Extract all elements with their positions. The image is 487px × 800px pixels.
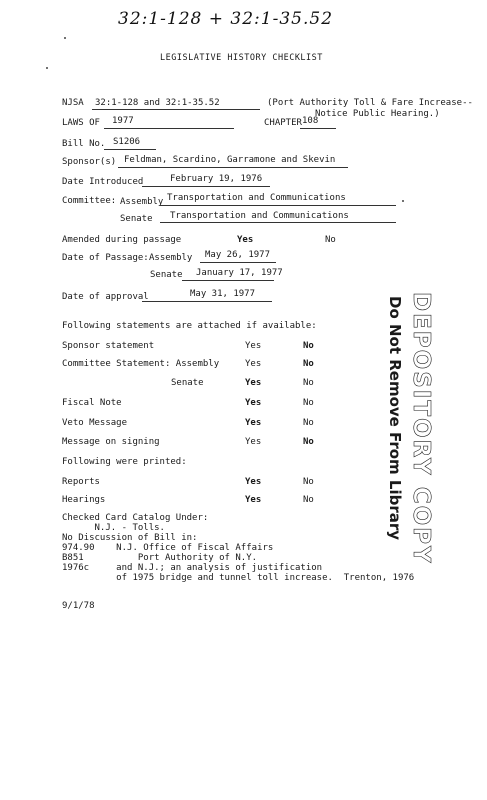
stamp-line1: DEPOSITORY COPY xyxy=(408,292,434,565)
chapter-label: CHAPTER xyxy=(264,118,302,128)
attached-row-yes: Yes xyxy=(245,359,262,369)
notes-line: 1976c and N.J.; an analysis of justification xyxy=(62,563,323,573)
sponsors-value: Feldman, Scardino, Garramone and Skevin xyxy=(124,155,336,165)
passage-senate-label: Senate xyxy=(150,270,183,280)
committee-senate-underline xyxy=(160,222,396,223)
date-of-approval-value: May 31, 1977 xyxy=(190,289,256,299)
date-introduced-label: Date Introduced xyxy=(62,177,144,187)
notes-line: 974.90 N.J. Office of Fiscal Affairs xyxy=(62,543,274,553)
committee-senate-value: Transportation and Communications xyxy=(170,211,349,221)
attached-row-yes: Yes xyxy=(245,378,262,388)
notes-line: Checked Card Catalog Under: xyxy=(62,513,209,523)
committee-senate-label: Senate xyxy=(120,214,153,224)
date-of-approval-underline xyxy=(142,301,272,302)
passage-assembly-value: May 26, 1977 xyxy=(205,250,271,260)
amended-no: No xyxy=(325,235,336,245)
page-title: LEGISLATIVE HISTORY CHECKLIST xyxy=(160,53,323,63)
printed-row-yes: Yes xyxy=(245,495,262,505)
printed-row-label: Reports xyxy=(62,477,100,487)
sponsors-label: Sponsor(s) xyxy=(62,157,117,167)
scan-speck xyxy=(46,67,48,69)
passage-assembly-label: Assembly xyxy=(149,253,193,263)
attached-row-label: Message on signing xyxy=(62,437,160,447)
date-of-passage-label: Date of Passage: xyxy=(62,253,149,263)
attached-heading: Following statements are attached if available: xyxy=(62,321,317,331)
attached-row-no: No xyxy=(303,437,314,447)
attached-row-no: No xyxy=(303,341,314,351)
njsa-label: NJSA xyxy=(62,98,84,108)
depository-stamp xyxy=(409,292,432,565)
date-of-approval-label: Date of approval xyxy=(62,292,149,302)
attached-row-label: Sponsor statement xyxy=(62,341,155,351)
amended-yes: Yes xyxy=(237,235,254,245)
passage-assembly-underline xyxy=(200,262,276,263)
njsa-value: 32:1-128 and 32:1-35.52 xyxy=(95,98,220,108)
attached-row-no: No xyxy=(303,418,314,428)
attached-row-yes: Yes xyxy=(245,398,262,408)
amended-label: Amended during passage xyxy=(62,235,182,245)
attached-row-label: Fiscal Note xyxy=(62,398,122,408)
attached-row-label: Veto Message xyxy=(62,418,128,428)
passage-senate-value: January 17, 1977 xyxy=(196,268,283,278)
printed-row-no: No xyxy=(303,477,314,487)
scan-speck xyxy=(64,37,66,39)
committee-label: Committee: xyxy=(62,196,117,206)
laws-of-underline xyxy=(104,128,234,129)
notes-line: N.J. - Tolls. xyxy=(62,523,165,533)
njsa-note-line2: Notice Public Hearing.) xyxy=(315,109,440,119)
attached-row-no: No xyxy=(303,378,314,388)
committee-assembly-label: Assembly xyxy=(120,197,164,207)
attached-row-no: No xyxy=(303,359,314,369)
notes-line: B851 Port Authority of N.Y. xyxy=(62,553,258,563)
chapter-value: 108 xyxy=(302,116,319,126)
passage-senate-underline xyxy=(182,280,274,281)
committee-assembly-value: Transportation and Communications xyxy=(167,193,346,203)
printed-row-label: Hearings xyxy=(62,495,106,505)
sponsors-underline xyxy=(118,167,348,168)
attached-row-label: Committee Statement: Assembly xyxy=(62,359,220,369)
notes-line: of 1975 bridge and tunnel toll increase. Trenton, 1976 xyxy=(62,573,415,583)
attached-row-yes: Yes xyxy=(245,341,262,351)
bill-no-label: Bill No. xyxy=(62,139,106,149)
njsa-note-line1: (Port Authority Toll & Fare Increase-- xyxy=(267,98,473,108)
laws-of-value: 1977 xyxy=(112,116,134,126)
laws-of-label: LAWS OF xyxy=(62,118,100,128)
footer-date: 9/1/78 xyxy=(62,601,95,611)
bill-no-value: S1206 xyxy=(113,137,141,147)
njsa-underline xyxy=(92,109,260,110)
notes-line: No Discussion of Bill in: xyxy=(62,533,198,543)
bill-no-underline xyxy=(104,149,156,150)
printed-row-yes: Yes xyxy=(245,477,262,487)
scan-speck xyxy=(402,200,404,202)
committee-assembly-underline xyxy=(160,205,396,206)
printed-heading: Following were printed: xyxy=(62,457,187,467)
printed-row-no: No xyxy=(303,495,314,505)
date-introduced-value: February 19, 1976 xyxy=(170,174,263,184)
attached-row-label: Senate xyxy=(171,378,204,388)
attached-row-no: No xyxy=(303,398,314,408)
depository-stamp-sub xyxy=(387,296,404,540)
chapter-underline xyxy=(300,128,336,129)
attached-row-yes: Yes xyxy=(245,418,262,428)
stamp-line2: Do Not Remove From Library xyxy=(386,296,404,541)
handwritten-statute-header: 32:1-128 + 32:1-35.52 xyxy=(118,9,334,29)
date-introduced-underline xyxy=(142,186,270,187)
attached-row-yes: Yes xyxy=(245,437,262,447)
